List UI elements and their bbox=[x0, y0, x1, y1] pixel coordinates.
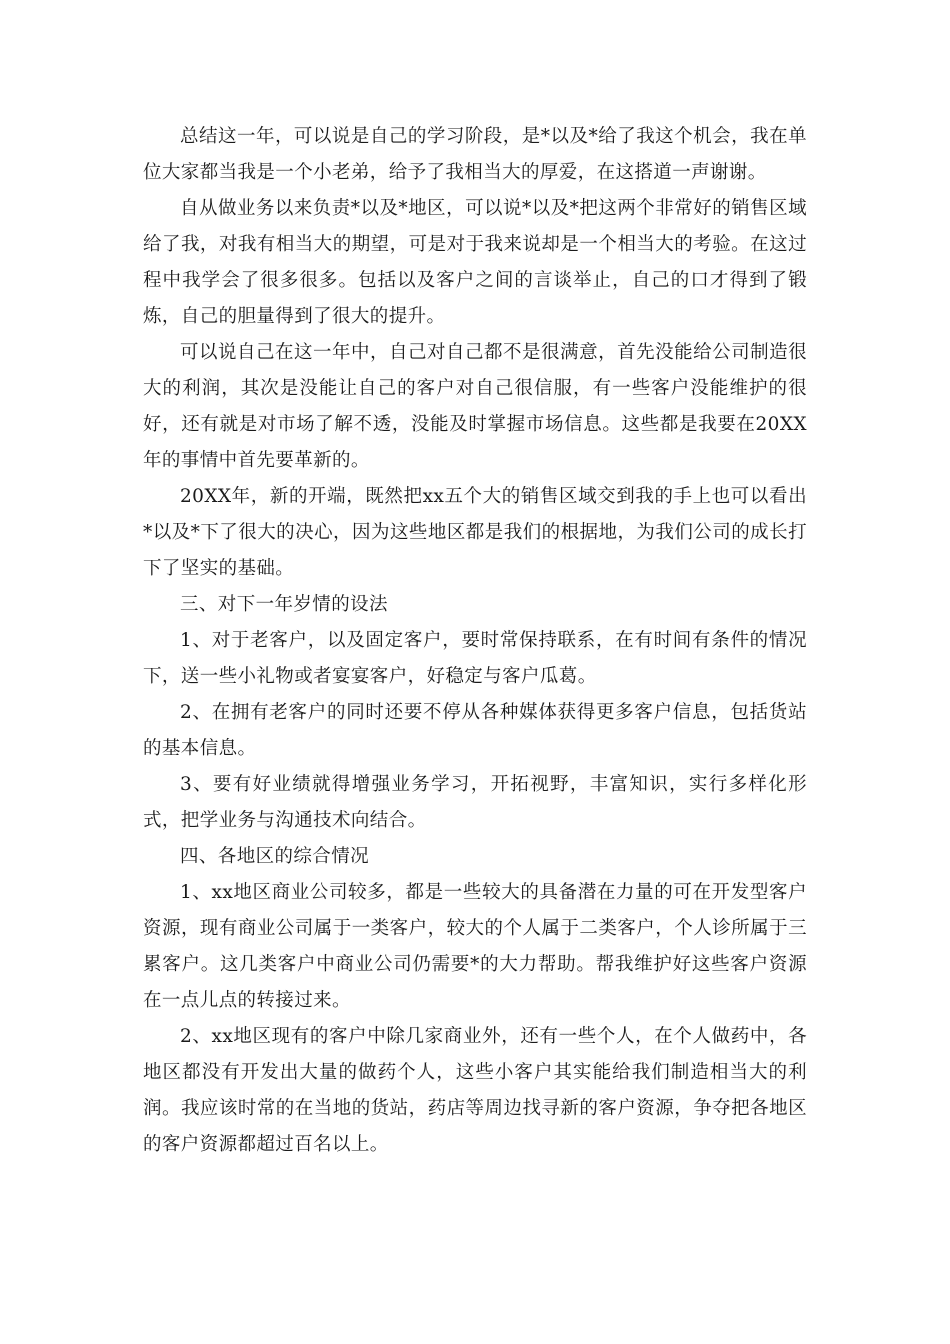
section-heading-4: 四、各地区的综合情况 bbox=[180, 846, 370, 867]
paragraph-summary: 总结这一年，可以说是自己的学习阶段，是*以及*给了我这个机会，我在单位大家都当我是一个小老弟，给予了我相当大的厚爱，在这搭道一声谢谢。 bbox=[143, 126, 807, 183]
region-item-1: 1、xx地区商业公司较多，都是一些较大的具备潜在力量的可在开发型客户资源，现有商业公司属于一类客户，较大的个人属于二类客户，个人诊所属于三累客户。这几类客户中商业公司仍需要*的大力帮助。帮我维护好这些客户资源在一点儿点的转接过来。 bbox=[143, 882, 807, 1011]
document-body bbox=[143, 119, 807, 1163]
list-item-1: 1、对于老客户，以及固定客户，要时常保持联系，在有时间有条件的情况下，送一些小礼物或者宴宴客户，好稳定与客户瓜葛。 bbox=[143, 630, 807, 687]
section-heading-3: 三、对下一年岁情的设法 bbox=[180, 594, 388, 615]
paragraph-business-experience: 自从做业务以来负责*以及*地区，可以说*以及*把这两个非常好的销售区域给了我，对我有相当大的期望，可是对于我来说却是一个相当大的考验。在这过程中我学会了很多很多。包括以及客户之间的言谈举止，自己的口才得到了锻炼，自己的胆量得到了很大的提升。 bbox=[143, 198, 807, 327]
paragraph-new-beginning: 20XX年，新的开端，既然把xx五个大的销售区域交到我的手上也可以看出*以及*下了很大的决心，因为这些地区都是我们的根据地，为我们公司的成长打下了坚实的基础。 bbox=[143, 486, 807, 579]
list-item-2: 2、在拥有老客户的同时还要不停从各种媒体获得更多客户信息，包括货站的基本信息。 bbox=[143, 702, 807, 759]
paragraph-self-evaluation: 可以说自己在这一年中，自己对自己都不是很满意，首先没能给公司制造很大的利润，其次是没能让自己的客户对自己很信服，有一些客户没能维护的很好，还有就是对市场了解不透，没能及时掌握市场信息。这些都是我要在20XX年的事情中首先要革新的。 bbox=[143, 342, 807, 471]
list-item-3: 3、要有好业绩就得增强业务学习，开拓视野，丰富知识，实行多样化形式，把学业务与沟通技术向结合。 bbox=[143, 774, 807, 831]
region-item-2: 2、xx地区现有的客户中除几家商业外，还有一些个人，在个人做药中，各地区都没有开发出大量的做药个人，这些小客户其实能给我们制造相当大的利润。我应该时常的在当地的货站，药店等周边找寻新的客户资源，争夺把各地区的客户资源都超过百名以上。 bbox=[143, 1026, 807, 1155]
